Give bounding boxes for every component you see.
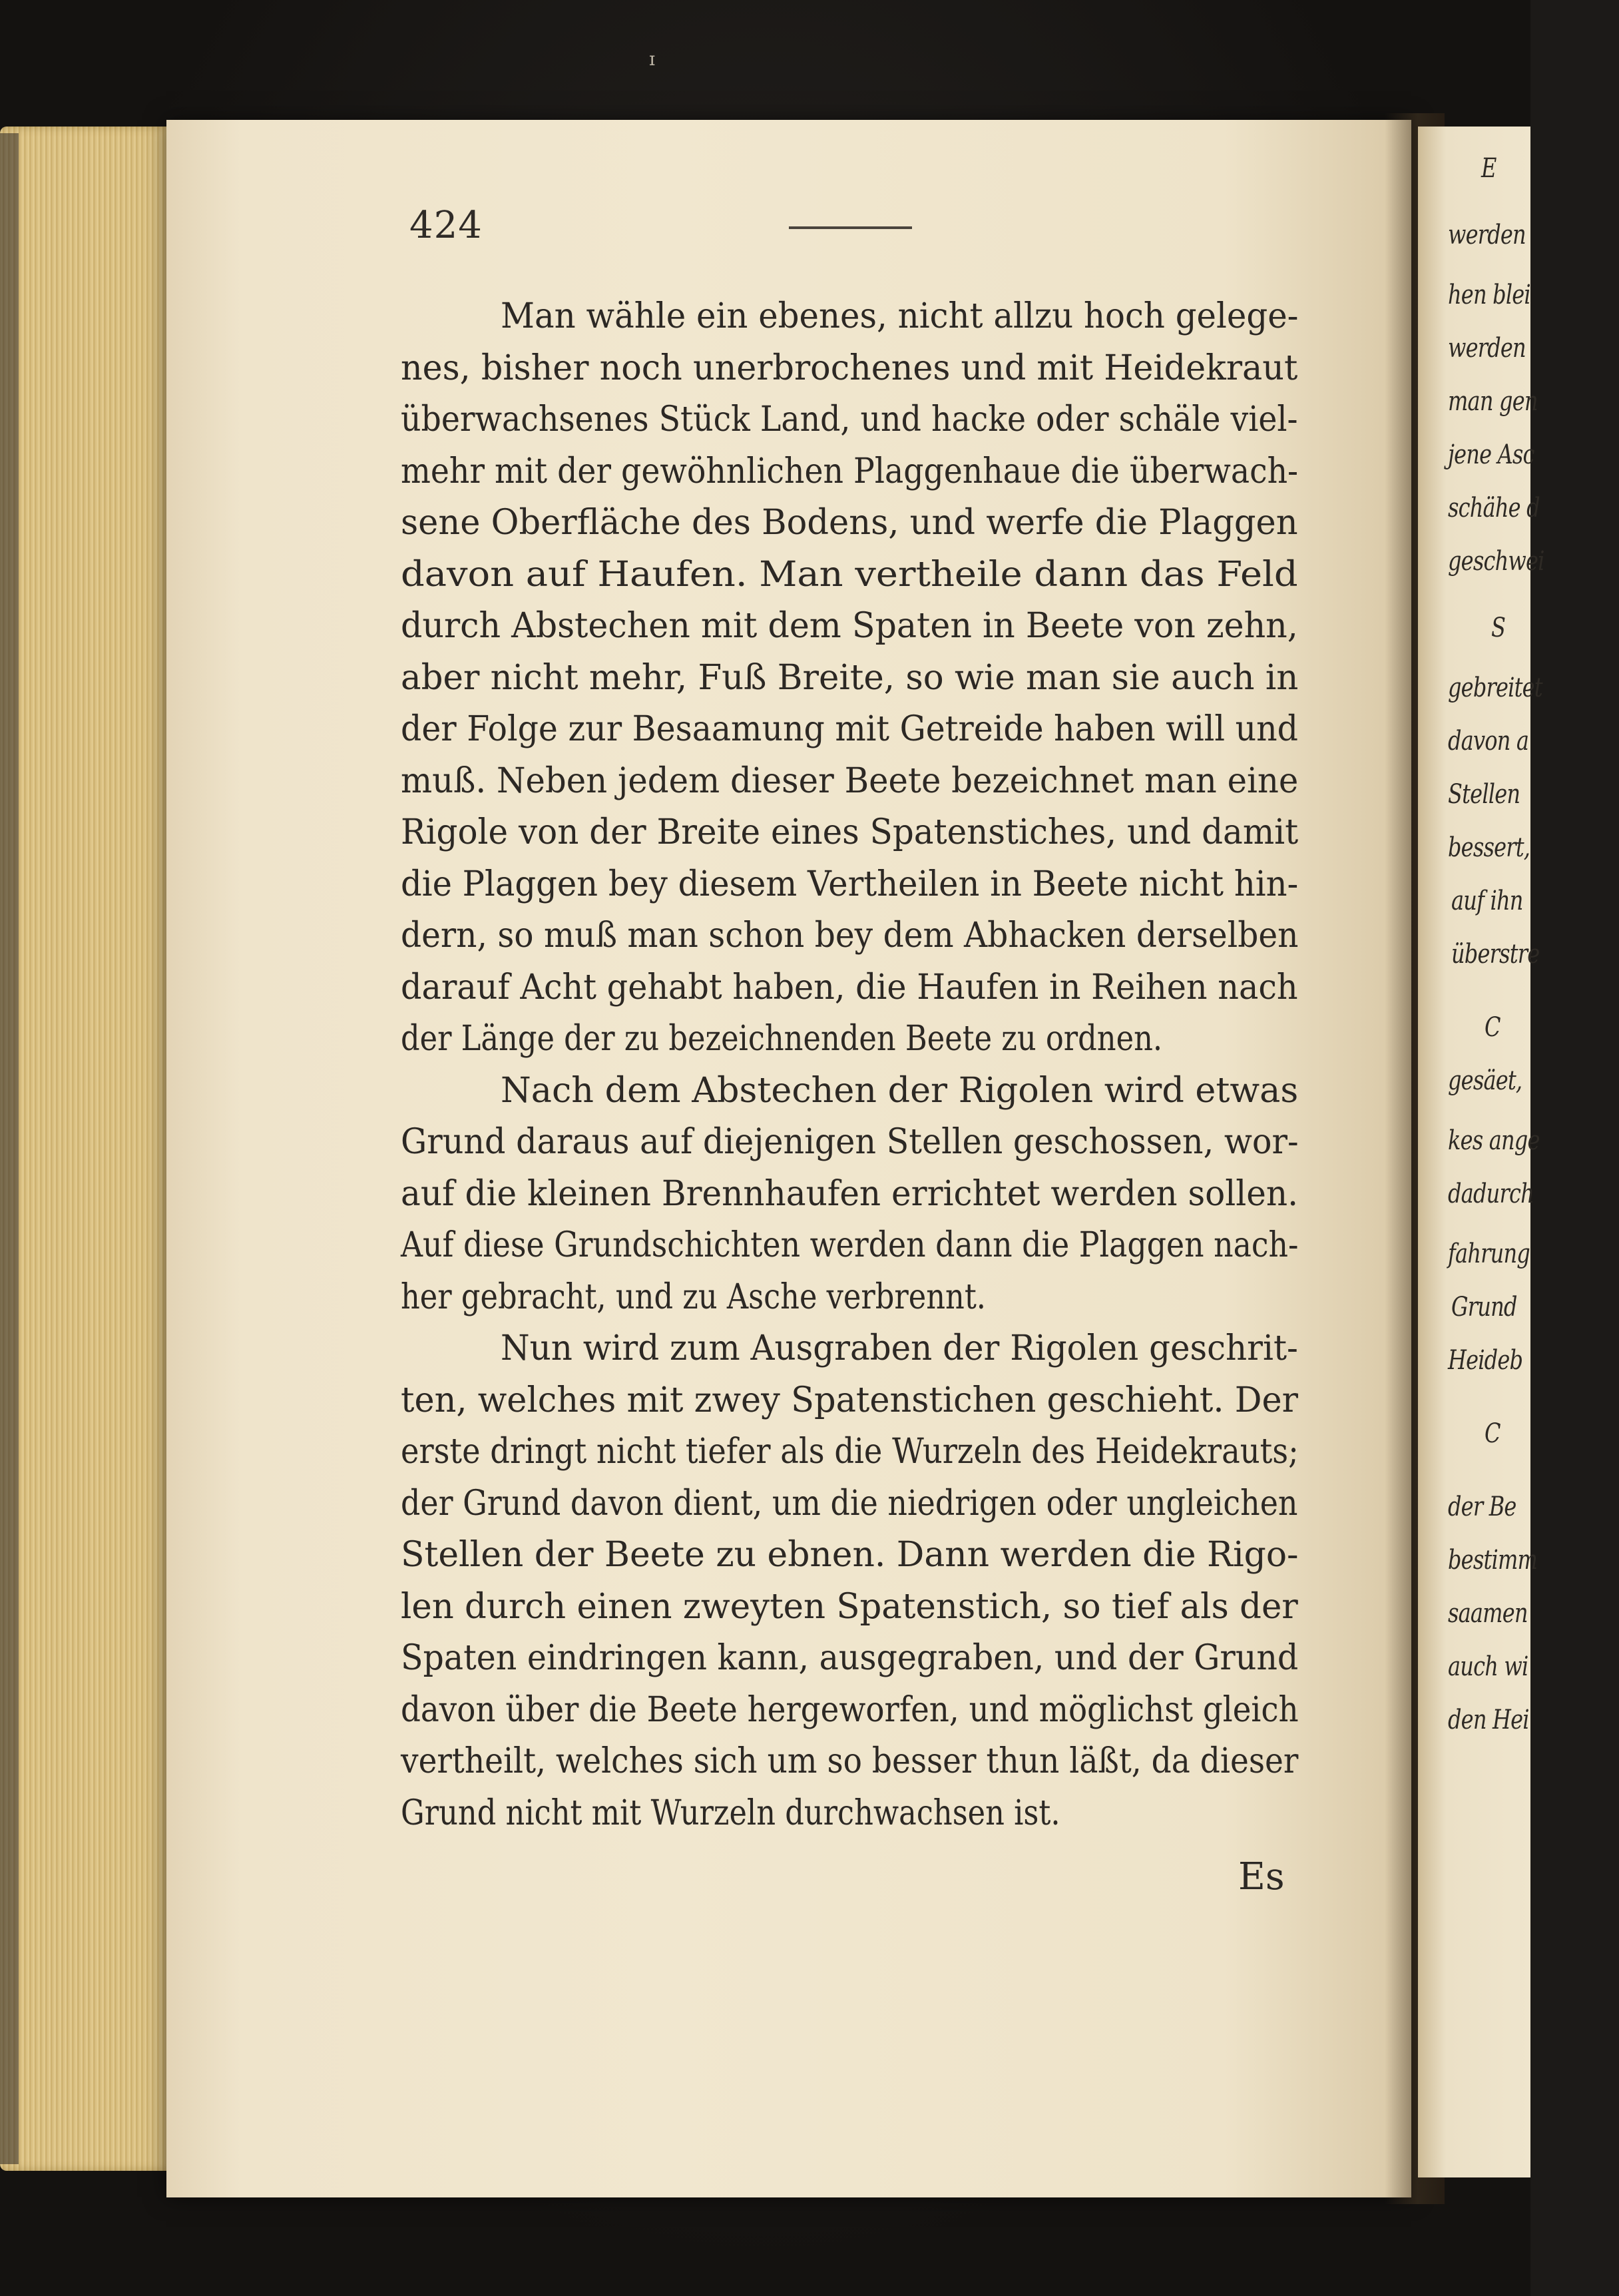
text-line: auf die kleinen Brennhaufen errichtet werden sollen. (401, 1173, 1299, 1214)
text-line: her gebracht, und zu Asche verbrennt. (401, 1277, 987, 1317)
facing-page (1418, 127, 1544, 2177)
facing-page-fragment: kes ange (1448, 1125, 1540, 1156)
text-line: erste dringt nicht tiefer als die Wurzeln des Heidekrauts; (401, 1432, 1299, 1472)
text-line: sene Oberfläche des Bodens, und werfe die Plaggen (401, 503, 1298, 543)
facing-page-fragment: man gen (1448, 386, 1538, 417)
facing-page-fragment: C (1485, 1012, 1501, 1043)
facing-page-fragment: bestimm (1448, 1545, 1538, 1576)
text-line: überwachsenes Stück Land, und hacke oder schäle viel- (401, 400, 1298, 439)
text-line: dern, so muß man schon bey dem Abhacken derselben (401, 916, 1299, 956)
facing-page-fragment: bessert, (1448, 832, 1530, 863)
text-line: der Folge zur Besaamung mit Getreide haben will und (401, 709, 1298, 749)
facing-page-fragment: jene Asc (1448, 439, 1534, 470)
facing-page-fragment: Grund (1451, 1292, 1517, 1322)
text-line: davon über die Beete hergeworfen, und möglichst gleich (401, 1689, 1299, 1730)
facing-page-fragment: C (1485, 1418, 1501, 1449)
text-line: vertheilt, welches sich um so besser thun läßt, da dieser (401, 1741, 1299, 1781)
facing-page-fragment: saamen (1448, 1598, 1528, 1629)
book-page-edges (0, 127, 173, 2171)
facing-page-fragment: den Hei (1448, 1705, 1529, 1735)
text-line: der Länge der zu bezeichnenden Beete zu ordnen. (401, 1019, 1163, 1059)
facing-page-fragment: schähe d (1448, 493, 1540, 523)
facing-page-fragment: Stellen (1448, 779, 1520, 810)
text-line: Grund nicht mit Wurzeln durchwachsen ist. (401, 1793, 1060, 1833)
catchword: Es (1238, 1855, 1285, 1898)
facing-page-fragment: der Be (1448, 1492, 1516, 1522)
facing-page-fragment: davon a (1448, 726, 1529, 756)
text-line: Stellen der Beete zu ebnen. Dann werden die Rigo- (401, 1535, 1299, 1575)
text-line: Nun wird zum Ausgraben der Rigolen geschrit- (501, 1328, 1298, 1368)
scan-mark: ɪ (649, 48, 655, 70)
facing-page-fragment: auf ihn (1451, 886, 1523, 916)
facing-page-fragment: fahrung (1448, 1239, 1530, 1269)
text-line: Auf diese Grundschichten werden dann die Plaggen nach- (401, 1225, 1299, 1265)
facing-page-fragment: werden (1448, 220, 1526, 250)
text-line: der Grund davon dient, um die niedrigen oder ungleichen (401, 1483, 1298, 1524)
text-line: darauf Acht gehabt haben, die Haufen in Reihen nach (401, 967, 1298, 1007)
facing-page-fragment: überstre (1451, 939, 1540, 970)
book-cover-edge (0, 133, 19, 2164)
text-line: Nach dem Abstechen der Rigolen wird etwas (501, 1070, 1299, 1111)
text-line: die Plaggen bey diesem Vertheilen in Beete nicht hin- (401, 864, 1299, 904)
text-line: Grund daraus auf diejenigen Stellen geschossen, wor- (401, 1122, 1299, 1162)
facing-page-fragment: Heideb (1448, 1345, 1523, 1376)
text-line: Spaten eindringen kann, ausgegraben, und der Grund (401, 1638, 1299, 1678)
facing-page-fragment: gebreitet (1448, 673, 1542, 703)
header-rule (789, 226, 912, 229)
text-line: durch Abstechen mit dem Spaten in Beete von zehn, (401, 606, 1298, 646)
text-line: len durch einen zweyten Spatenstich, so tief als der (401, 1586, 1298, 1627)
facing-page-fragment: E (1481, 153, 1497, 184)
facing-page-fragment: hen blei (1448, 280, 1530, 310)
facing-page-fragment: gesäet, (1448, 1065, 1522, 1096)
facing-page-fragment: dadurch (1448, 1179, 1534, 1209)
text-line: ten, welches mit zwey Spatenstichen geschieht. Der (401, 1380, 1299, 1420)
text-line: mehr mit der gewöhnlichen Plaggenhaue die überwach- (401, 451, 1299, 491)
facing-page-fragment: werden (1448, 333, 1526, 364)
text-line: Man wähle ein ebenes, nicht allzu hoch gelege- (501, 296, 1299, 336)
facing-page-fragment: S (1491, 613, 1506, 643)
text-line: aber nicht mehr, Fuß Breite, so wie man sie auch in (401, 657, 1299, 698)
text-line: nes, bisher noch unerbrochenes und mit Heidekraut (401, 348, 1298, 388)
text-line: Rigole von der Breite eines Spatenstiches, und damit (401, 812, 1299, 852)
facing-page-fragment: auch wi (1448, 1651, 1528, 1682)
text-line: muß. Neben jedem dieser Beete bezeichnet man eine (401, 760, 1299, 801)
text-line: davon auf Haufen. Man vertheile dann das Feld (401, 554, 1298, 595)
facing-page-fragment: geschwei (1448, 546, 1544, 577)
page-number: 424 (409, 204, 483, 247)
